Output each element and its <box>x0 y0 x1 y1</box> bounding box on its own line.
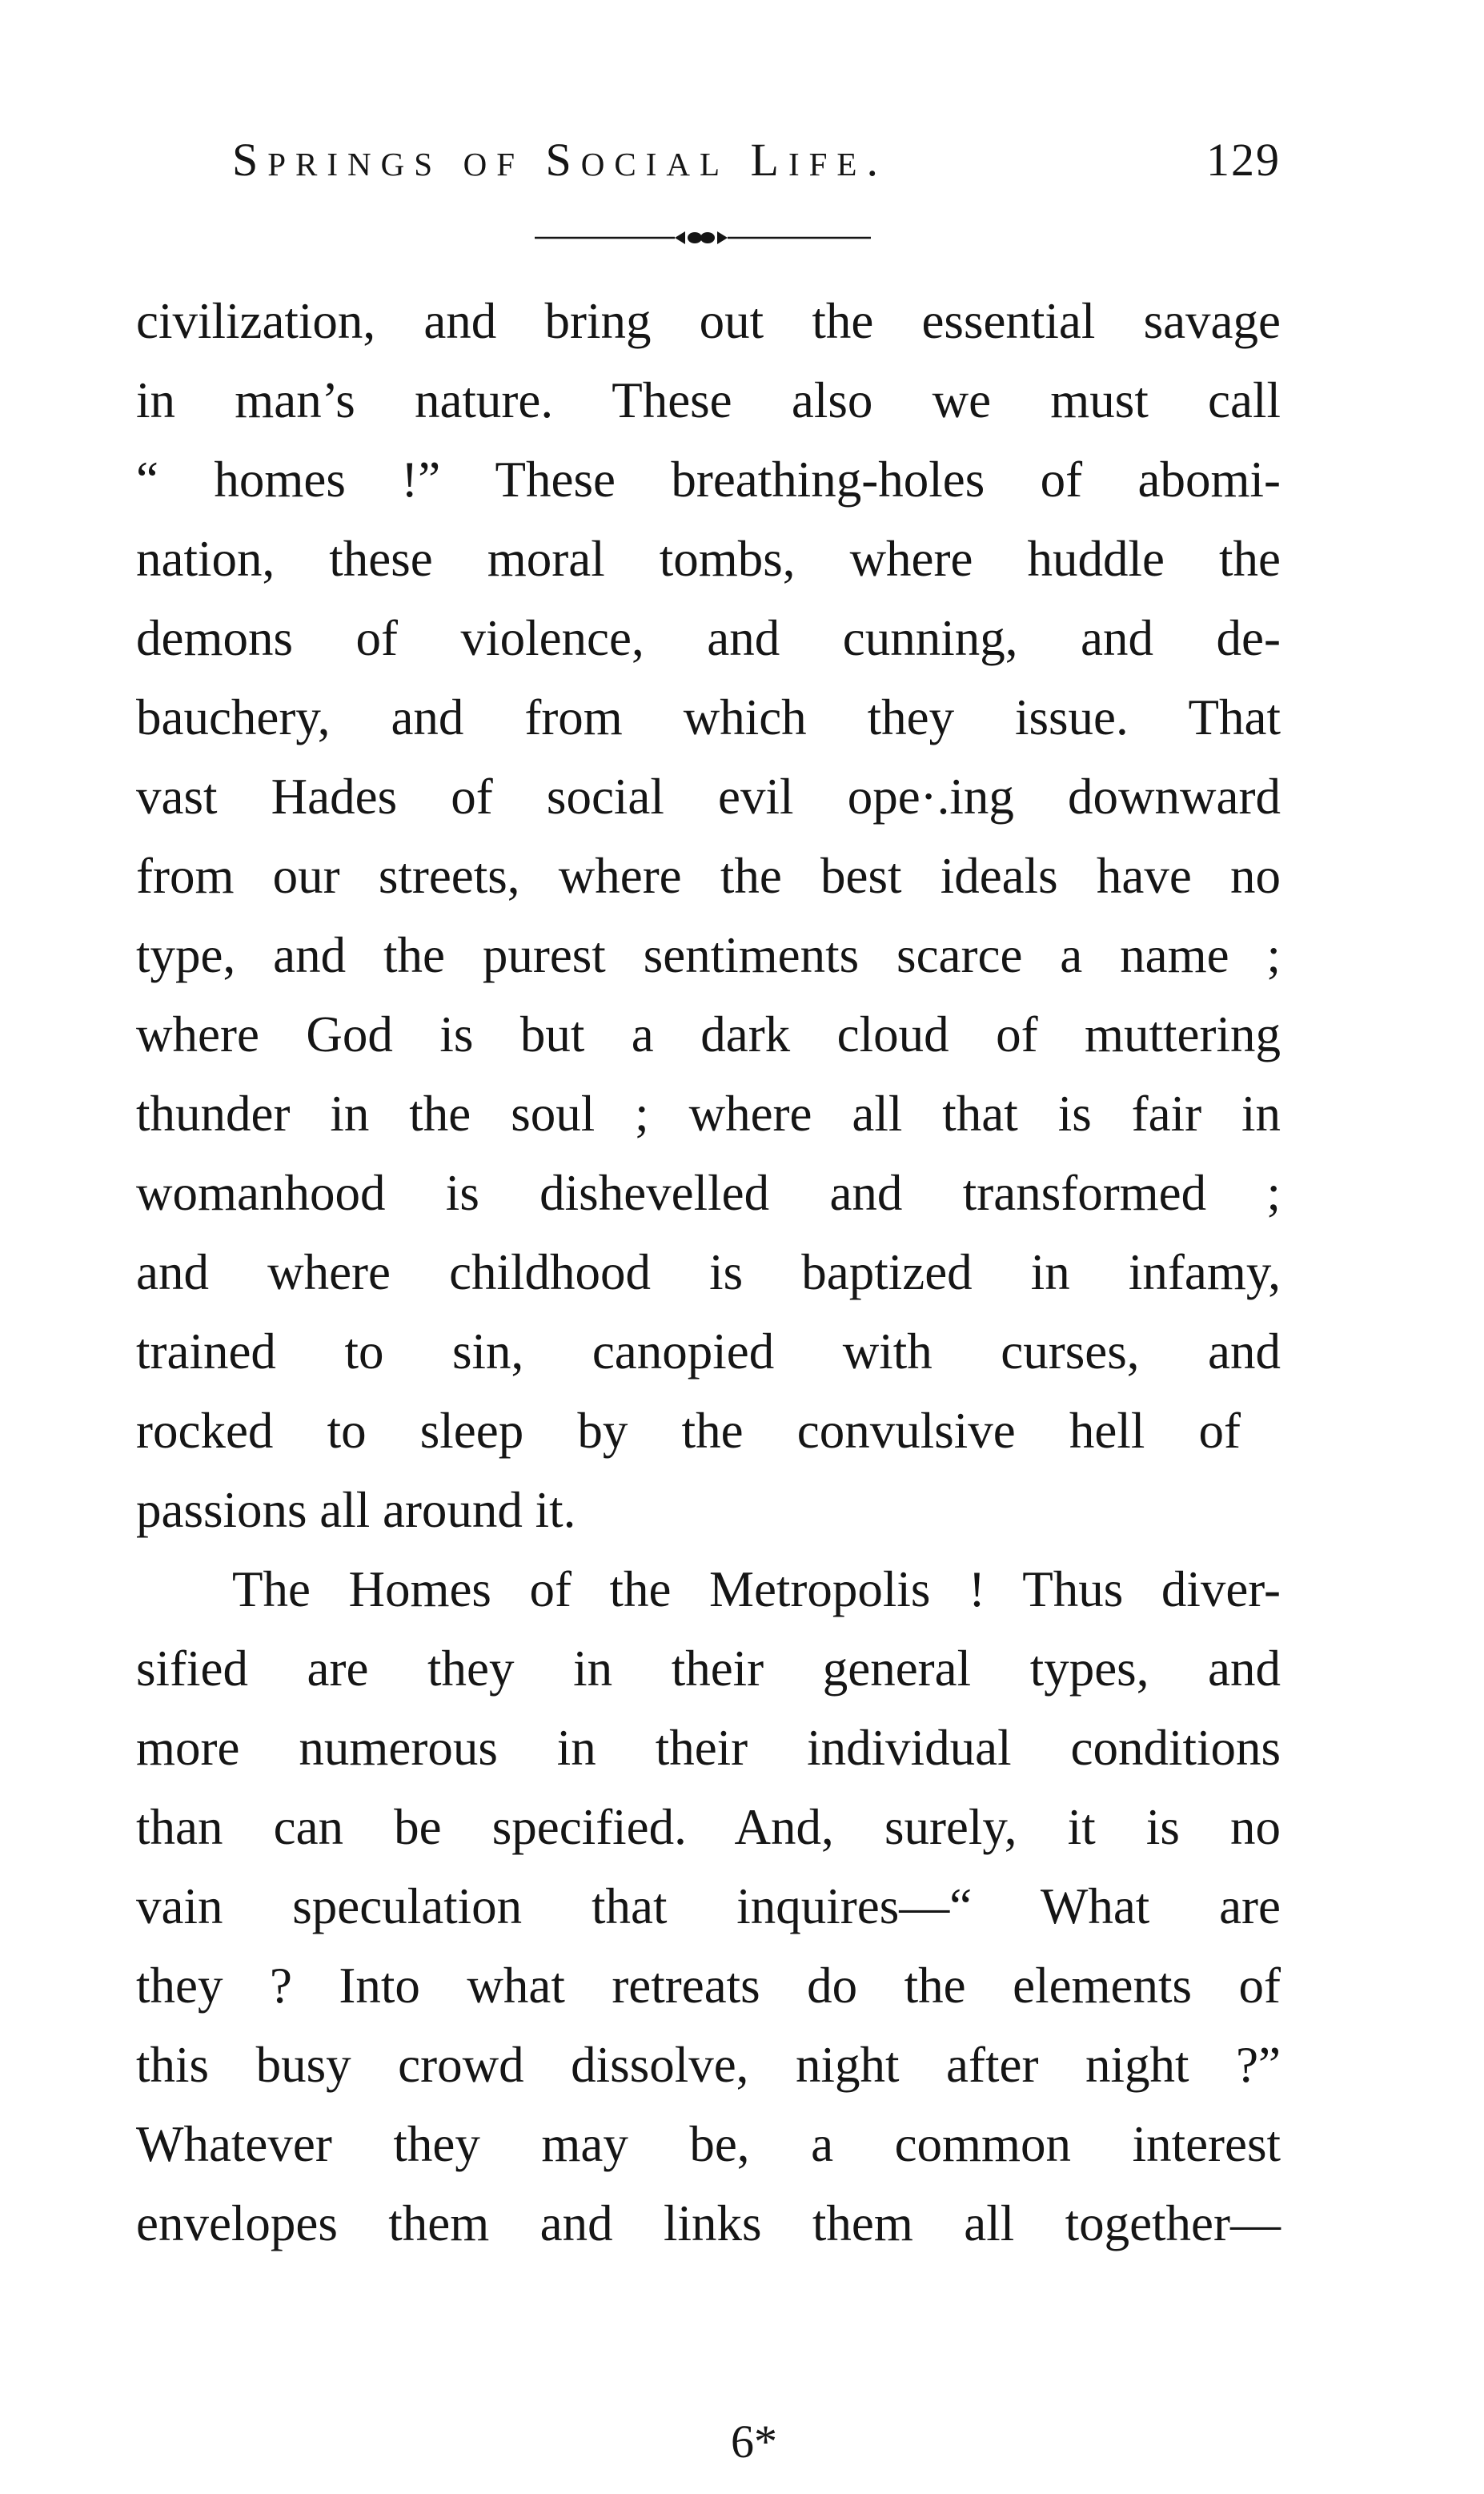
text-line: trained to sin, canopied with curses, and <box>136 1323 1281 1380</box>
text-line: rocked to sleep by the convulsive hell of <box>136 1403 1241 1459</box>
text-line: Whatever they may be, a common interest <box>136 2116 1281 2172</box>
text-line: they ? Into what retreats do the elements of <box>136 1958 1281 2014</box>
text-line: vain speculation that inquires—“ What are <box>136 1878 1281 1934</box>
text-line: and where childhood is baptized in infamy, <box>136 1244 1281 1300</box>
text-line: where God is but a dark cloud of muttering <box>136 1006 1281 1062</box>
text-line: more numerous in their individual conditions <box>136 1720 1281 1776</box>
text-line: thunder in the soul ; where all that is fair in <box>136 1086 1281 1142</box>
text-line: this busy crowd dissolve, night after night ?” <box>136 2037 1281 2093</box>
text-line: type, and the purest sentiments scarce a name ; <box>136 927 1281 983</box>
text-line: sified are they in their general types, and <box>136 1641 1281 1697</box>
page-number: 129 <box>1206 134 1281 186</box>
paragraph-start-line: The Homes of the Metropolis ! Thus diver- <box>232 1561 1281 1617</box>
running-title: Springs of Social Life. <box>232 134 888 186</box>
text-line: “ homes !” These breathing-holes of abomi- <box>136 452 1281 508</box>
text-line: nation, these moral tombs, where huddle the <box>136 531 1281 587</box>
paragraph-end-line: passions all around it. <box>136 1482 576 1538</box>
text-line: vast Hades of social evil ope·.ing downward <box>136 769 1281 825</box>
text-line: in man’s nature. These also we must call <box>136 372 1281 428</box>
text-line: demons of violence, and cunning, and de- <box>136 610 1281 666</box>
running-head <box>232 120 1281 200</box>
text-line: womanhood is dishevelled and transformed ; <box>136 1165 1281 1221</box>
text-line: than can be specified. And, surely, it is no <box>136 1799 1281 1855</box>
ornament-rule-icon <box>535 226 871 250</box>
signature-mark: 6* <box>731 2416 777 2468</box>
text-line: from our streets, where the best ideals have no <box>136 848 1281 904</box>
text-line: envelopes them and links them all together— <box>136 2195 1281 2251</box>
text-line: civilization, and bring out the essential savage <box>136 293 1281 349</box>
text-line: bauchery, and from which they issue. That <box>136 689 1281 745</box>
